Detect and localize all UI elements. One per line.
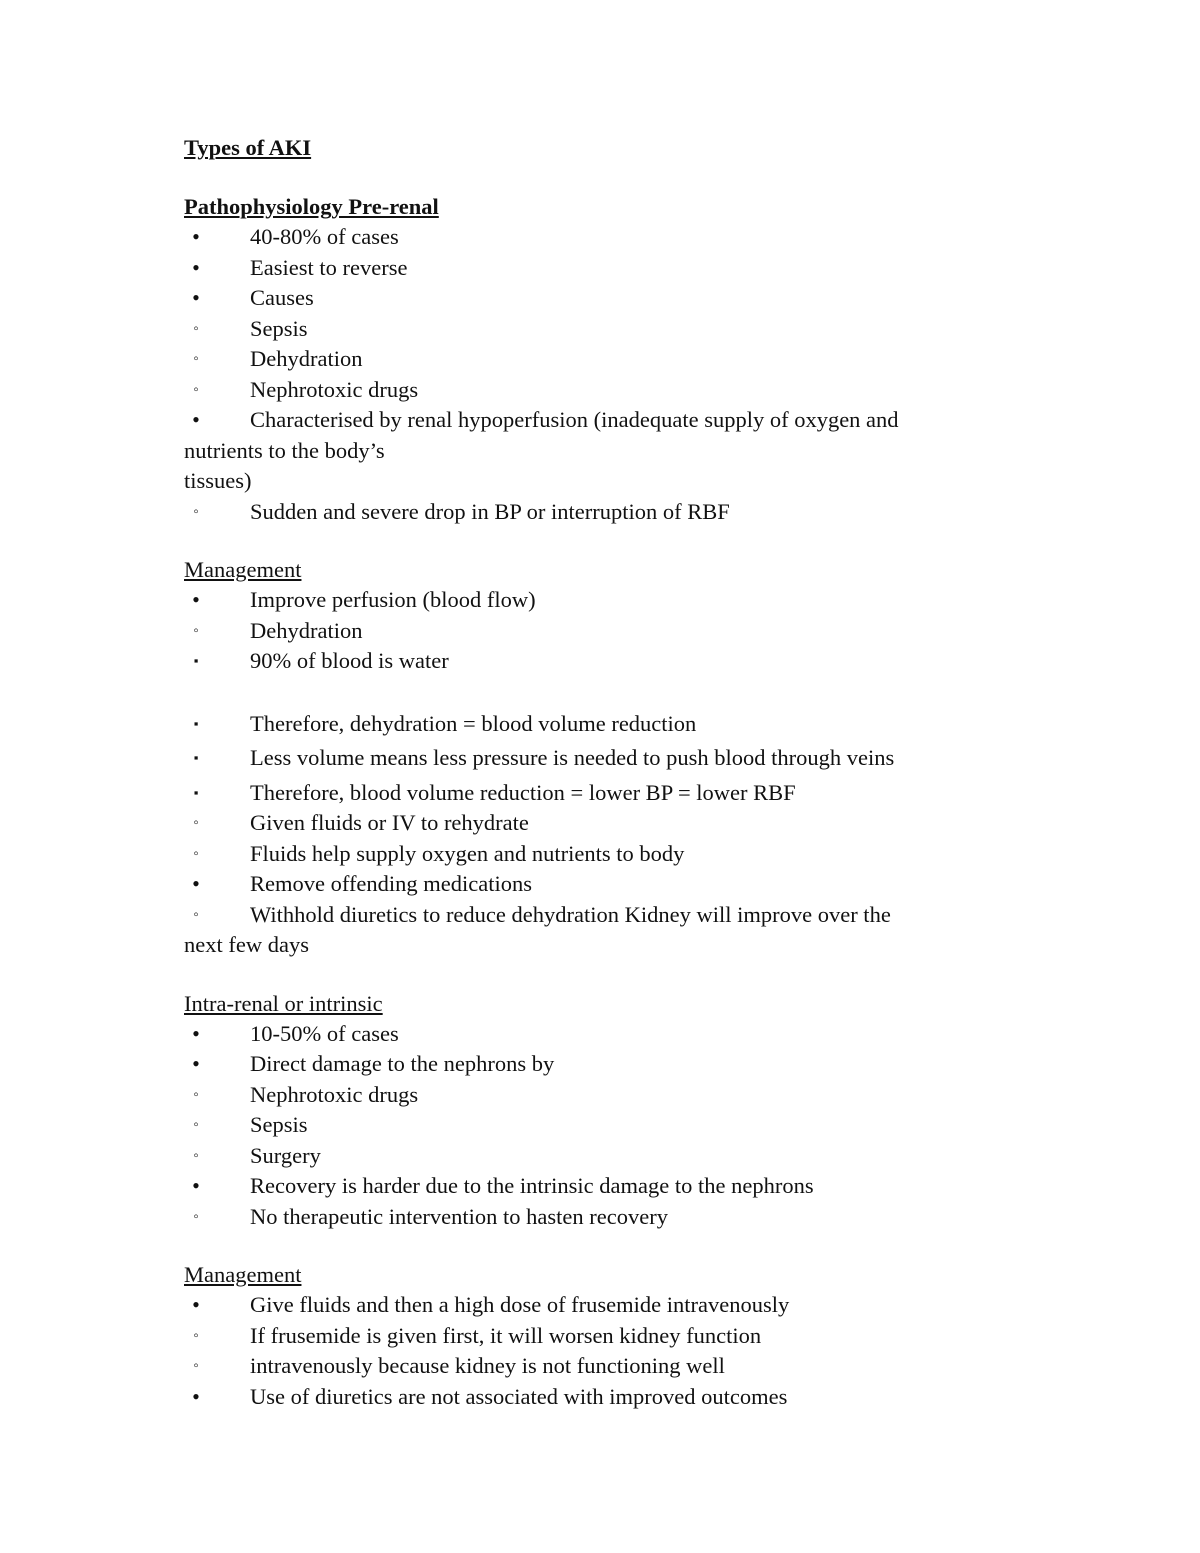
list-item bbox=[184, 253, 1004, 284]
bullet-marker: ◦ bbox=[193, 503, 199, 520]
item-text: Give fluids and then a high dose of frusemide intravenously bbox=[250, 1292, 790, 1317]
bullet-marker: ◦ bbox=[193, 815, 199, 831]
item-text: Less volume means less pressure is needed to push blood through veins bbox=[250, 745, 895, 770]
item-text: 10-50% of cases bbox=[250, 1020, 399, 1046]
bullet-marker: • bbox=[192, 1292, 200, 1317]
item-text: Withhold diuretics to reduce dehydration Kidney will improve over the bbox=[250, 901, 891, 927]
item-text: 90% of blood is water bbox=[250, 648, 449, 673]
item-text: Nephrotoxic drugs bbox=[250, 376, 419, 402]
item-text: intravenously because kidney is not functioning well bbox=[250, 1353, 725, 1378]
list-item bbox=[184, 1049, 1004, 1080]
item-text: Remove offending medications bbox=[250, 871, 533, 896]
bullet-marker: ▪ bbox=[193, 715, 199, 731]
bullet-marker: ◦ bbox=[193, 1086, 199, 1103]
list-item bbox=[184, 1080, 1004, 1111]
item-text: Characterised by renal hypoperfusion (inadequate supply of oxygen and bbox=[250, 407, 899, 432]
bullet-marker: • bbox=[192, 587, 200, 612]
list-item bbox=[184, 1321, 1004, 1352]
bullet-marker: ◦ bbox=[193, 1358, 199, 1374]
list-item bbox=[184, 1019, 1004, 1050]
bullet-marker: ▪ bbox=[193, 784, 199, 800]
bullet-marker: ▪ bbox=[193, 750, 199, 765]
list-item bbox=[184, 900, 1004, 931]
bullet-marker: ◦ bbox=[193, 845, 199, 862]
list-item bbox=[184, 839, 1004, 870]
item-text: Causes bbox=[250, 285, 314, 310]
bullet-marker: • bbox=[192, 285, 200, 310]
section-heading: Pathophysiology Pre-renal bbox=[184, 194, 439, 219]
bullet-marker: ◦ bbox=[193, 1147, 199, 1164]
bullet-marker: ◦ bbox=[193, 381, 199, 398]
list-item bbox=[184, 1171, 1004, 1202]
document-title: Types of AKI bbox=[184, 135, 312, 160]
list-item bbox=[184, 808, 1004, 839]
bullet-marker: ▪ bbox=[193, 653, 199, 668]
list-item bbox=[184, 869, 1004, 900]
bullet-marker: • bbox=[192, 871, 200, 896]
document-page bbox=[184, 132, 1004, 1440]
section-management-intra-renal bbox=[184, 1260, 1004, 1412]
item-text: Fluids help supply oxygen and nutrients to body bbox=[250, 840, 685, 866]
bullet-marker: • bbox=[192, 1173, 200, 1198]
section-pre-renal bbox=[184, 192, 1004, 527]
item-text: Therefore, dehydration = blood volume reduction bbox=[250, 710, 697, 736]
list-item bbox=[184, 646, 1004, 677]
bullet-marker: ◦ bbox=[193, 351, 199, 367]
list-item bbox=[184, 1202, 1004, 1233]
bullet-marker: ◦ bbox=[193, 320, 199, 337]
list-item bbox=[184, 1141, 1004, 1172]
item-text: Surgery bbox=[250, 1142, 321, 1168]
item-text: Sudden and severe drop in BP or interruption of RBF bbox=[250, 498, 730, 524]
item-text: Use of diuretics are not associated with improved outcomes bbox=[250, 1383, 788, 1409]
item-text: Dehydration bbox=[250, 617, 363, 643]
item-text: Easiest to reverse bbox=[250, 254, 408, 280]
list-item bbox=[184, 222, 1004, 253]
item-text: 40-80% of cases bbox=[250, 224, 399, 249]
bullet-marker: • bbox=[192, 1020, 200, 1046]
bullet-marker: ◦ bbox=[193, 1327, 199, 1344]
list-item bbox=[184, 314, 1004, 345]
item-text: If frusemide is given first, it will worsen kidney function bbox=[250, 1322, 762, 1348]
bullet-marker: ◦ bbox=[193, 622, 199, 639]
bullet-marker: • bbox=[192, 1051, 200, 1076]
bullet-marker: • bbox=[192, 254, 200, 280]
bullet-marker: • bbox=[192, 407, 200, 432]
list-item bbox=[184, 375, 1004, 406]
section-management-pre-renal bbox=[184, 555, 1004, 961]
item-continuation: tissues) bbox=[184, 468, 252, 493]
list-item bbox=[184, 616, 1004, 647]
item-continuation: nutrients to the body’s bbox=[184, 437, 385, 463]
bullet-marker: • bbox=[192, 224, 200, 249]
list-item bbox=[184, 1290, 1004, 1321]
item-text: Given fluids or IV to rehydrate bbox=[250, 810, 529, 835]
item-text: Recovery is harder due to the intrinsic damage to the nephrons bbox=[250, 1173, 814, 1198]
item-continuation: next few days bbox=[184, 932, 309, 957]
list-item bbox=[184, 497, 1004, 528]
section-heading: Management bbox=[184, 557, 302, 582]
list-item bbox=[184, 743, 1004, 774]
list-item bbox=[184, 405, 1004, 436]
bullet-marker: ◦ bbox=[193, 1117, 199, 1133]
list-item bbox=[184, 344, 1004, 375]
section-heading: Management bbox=[184, 1262, 302, 1287]
section-intra-renal bbox=[184, 989, 1004, 1233]
item-text: Sepsis bbox=[250, 315, 308, 341]
item-text: Sepsis bbox=[250, 1112, 308, 1137]
item-text: No therapeutic intervention to hasten recovery bbox=[250, 1203, 668, 1229]
item-text: Nephrotoxic drugs bbox=[250, 1081, 419, 1107]
section-heading: Intra-renal or intrinsic bbox=[184, 990, 383, 1016]
item-text: Therefore, blood volume reduction = lower BP = lower RBF bbox=[250, 779, 796, 805]
item-text: Dehydration bbox=[250, 346, 363, 371]
list-item bbox=[184, 283, 1004, 314]
list-item bbox=[184, 1110, 1004, 1141]
list-item bbox=[184, 585, 1004, 616]
item-text: Direct damage to the nephrons by bbox=[250, 1051, 555, 1076]
bullet-marker: ◦ bbox=[193, 1208, 199, 1225]
list-item bbox=[184, 709, 1004, 740]
bullet-marker: ◦ bbox=[193, 906, 199, 923]
list-item bbox=[184, 778, 1004, 809]
list-item bbox=[184, 1382, 1004, 1413]
list-item bbox=[184, 1351, 1004, 1382]
bullet-marker: • bbox=[192, 1383, 200, 1409]
item-text: Improve perfusion (blood flow) bbox=[250, 587, 536, 612]
